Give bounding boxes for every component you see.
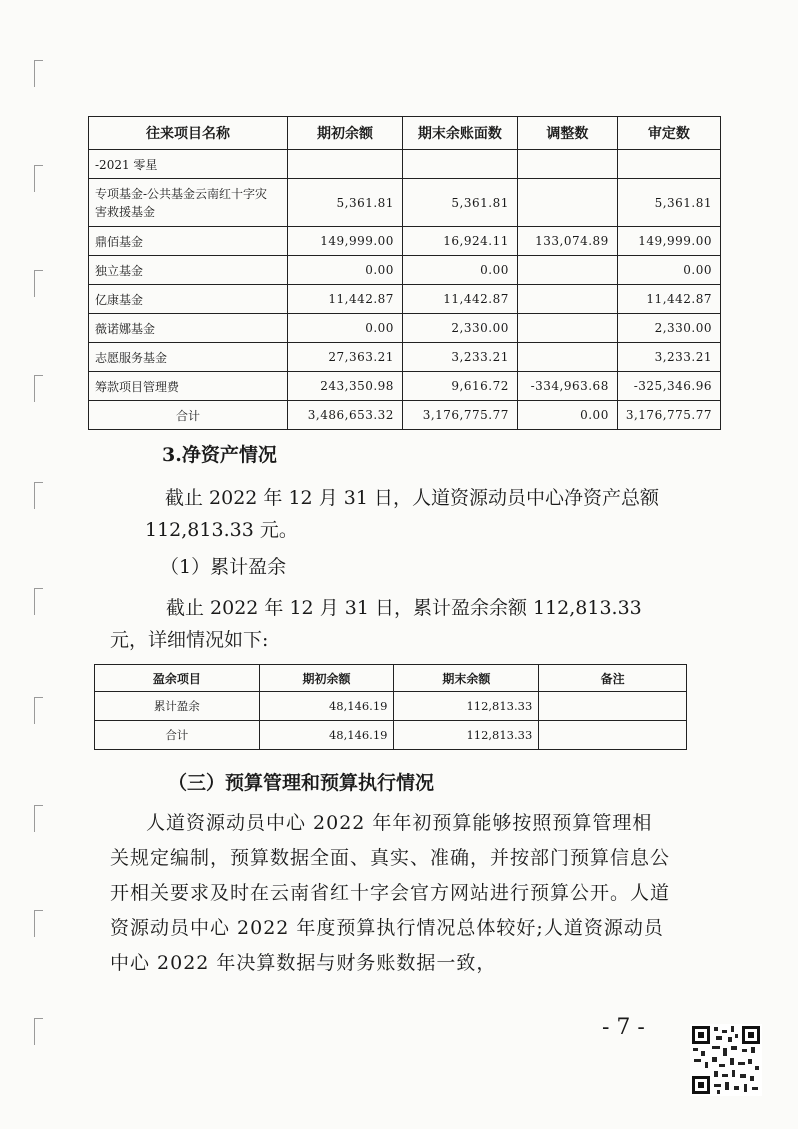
cell-closing: 3,176,775.77 bbox=[402, 401, 517, 430]
cell-opening bbox=[288, 150, 403, 179]
paragraph: 人道资源动员中心 2022 年年初预算能够按照预算管理相关规定编制，预算数据全面、真实、准确，并按部门预算信息公开相关要求及时在云南省红十字会官方网站进行预算公开。人道资源动员中心 2022 年度预算执行情况总体较好;人道资源动员中心 2022 年决算数据与财务账数据一致， bbox=[110, 812, 671, 974]
cell-audited: 0.00 bbox=[617, 256, 720, 285]
cell-audited: 5,361.81 bbox=[617, 179, 720, 227]
cell-adjust: 0.00 bbox=[517, 401, 617, 430]
cell-audited: 2,330.00 bbox=[617, 314, 720, 343]
cell-audited: 3,176,775.77 bbox=[617, 401, 720, 430]
cell-opening: 48,146.19 bbox=[259, 721, 394, 750]
cell-closing: 112,813.33 bbox=[394, 721, 539, 750]
cell-adjust bbox=[517, 285, 617, 314]
cell-adjust: 133,074.89 bbox=[517, 227, 617, 256]
binding-mark bbox=[34, 482, 43, 509]
cell-closing: 9,616.72 bbox=[402, 372, 517, 401]
cell-name: 合计 bbox=[89, 401, 288, 430]
subsection-heading: （1）累计盈余 bbox=[160, 556, 287, 578]
cell-adjust bbox=[517, 314, 617, 343]
binding-mark bbox=[34, 270, 43, 297]
table-row bbox=[89, 227, 721, 256]
col-header: 期初余额 bbox=[288, 117, 403, 150]
cell-opening: 0.00 bbox=[288, 314, 403, 343]
cell-adjust bbox=[517, 179, 617, 227]
cell-opening: 149,999.00 bbox=[288, 227, 403, 256]
table-row bbox=[89, 256, 721, 285]
table-header-row bbox=[95, 665, 687, 692]
cell-closing: 112,813.33 bbox=[394, 692, 539, 721]
cell-closing: 5,361.81 bbox=[402, 179, 517, 227]
cell-closing: 0.00 bbox=[402, 256, 517, 285]
table-row bbox=[89, 150, 721, 179]
cell-opening: 11,442.87 bbox=[288, 285, 403, 314]
cell-opening: 243,350.98 bbox=[288, 372, 403, 401]
cell-adjust bbox=[517, 256, 617, 285]
cell-item: 累计盈余 bbox=[95, 692, 260, 721]
col-header: 期初余额 bbox=[259, 665, 394, 692]
table-row bbox=[89, 343, 721, 372]
qr-code-icon bbox=[690, 1024, 762, 1096]
cell-note bbox=[539, 692, 687, 721]
paragraph: 截止 2022 年 12 月 31 日，累计盈余余额 112,813.33 元，详细情况如下: bbox=[110, 597, 642, 651]
col-header: 调整数 bbox=[517, 117, 617, 150]
cell-audited: 149,999.00 bbox=[617, 227, 720, 256]
cell-opening: 0.00 bbox=[288, 256, 403, 285]
cell-name: 筹款项目管理费 bbox=[89, 372, 288, 401]
cell-note bbox=[539, 721, 687, 750]
cell-opening: 48,146.19 bbox=[259, 692, 394, 721]
col-header: 往来项目名称 bbox=[89, 117, 288, 150]
cell-adjust bbox=[517, 150, 617, 179]
paragraph: 截止 2022 年 12 月 31 日，人道资源动员中心净资产总额 112,813.33 元。 bbox=[145, 487, 659, 541]
col-header: 期末余账面数 bbox=[402, 117, 517, 150]
binding-mark bbox=[34, 1018, 43, 1045]
cell-name: 独立基金 bbox=[89, 256, 288, 285]
surplus-table bbox=[94, 664, 687, 750]
cell-name: 薇诺娜基金 bbox=[89, 314, 288, 343]
table-row bbox=[89, 372, 721, 401]
binding-mark bbox=[34, 697, 43, 724]
cell-adjust bbox=[517, 343, 617, 372]
table-row bbox=[89, 285, 721, 314]
receivables-table bbox=[88, 116, 721, 430]
cell-audited: 3,233.21 bbox=[617, 343, 720, 372]
cell-closing: 16,924.11 bbox=[402, 227, 517, 256]
cell-name: 鼎佰基金 bbox=[89, 227, 288, 256]
cell-audited bbox=[617, 150, 720, 179]
section-heading: （三）预算管理和预算执行情况 bbox=[168, 772, 435, 794]
cell-name: 志愿服务基金 bbox=[89, 343, 288, 372]
table-row bbox=[89, 179, 721, 227]
table-header-row bbox=[89, 117, 721, 150]
binding-mark bbox=[34, 805, 43, 832]
cell-closing: 2,330.00 bbox=[402, 314, 517, 343]
cell-opening: 3,486,653.32 bbox=[288, 401, 403, 430]
cell-name: 亿康基金 bbox=[89, 285, 288, 314]
col-header: 审定数 bbox=[617, 117, 720, 150]
binding-mark bbox=[34, 60, 43, 87]
cell-closing bbox=[402, 150, 517, 179]
binding-mark bbox=[34, 588, 43, 615]
section-heading: 3.净资产情况 bbox=[162, 444, 277, 466]
cell-name: -2021 零星 bbox=[89, 150, 288, 179]
table-total-row bbox=[89, 401, 721, 430]
cell-audited: -325,346.96 bbox=[617, 372, 720, 401]
col-header: 期末余额 bbox=[394, 665, 539, 692]
cell-audited: 11,442.87 bbox=[617, 285, 720, 314]
cell-closing: 3,233.21 bbox=[402, 343, 517, 372]
cell-opening: 5,361.81 bbox=[288, 179, 403, 227]
table-row bbox=[89, 314, 721, 343]
table-row bbox=[95, 721, 687, 750]
page-number: - 7 - bbox=[602, 1015, 645, 1040]
cell-adjust: -334,963.68 bbox=[517, 372, 617, 401]
binding-mark bbox=[34, 375, 43, 402]
cell-opening: 27,363.21 bbox=[288, 343, 403, 372]
cell-closing: 11,442.87 bbox=[402, 285, 517, 314]
binding-mark bbox=[34, 910, 43, 937]
table-row bbox=[95, 692, 687, 721]
col-header: 盈余项目 bbox=[95, 665, 260, 692]
binding-mark bbox=[34, 165, 43, 192]
cell-name: 专项基金-公共基金云南红十字灾害救援基金 bbox=[89, 179, 288, 227]
cell-item: 合计 bbox=[95, 721, 260, 750]
col-header: 备注 bbox=[539, 665, 687, 692]
